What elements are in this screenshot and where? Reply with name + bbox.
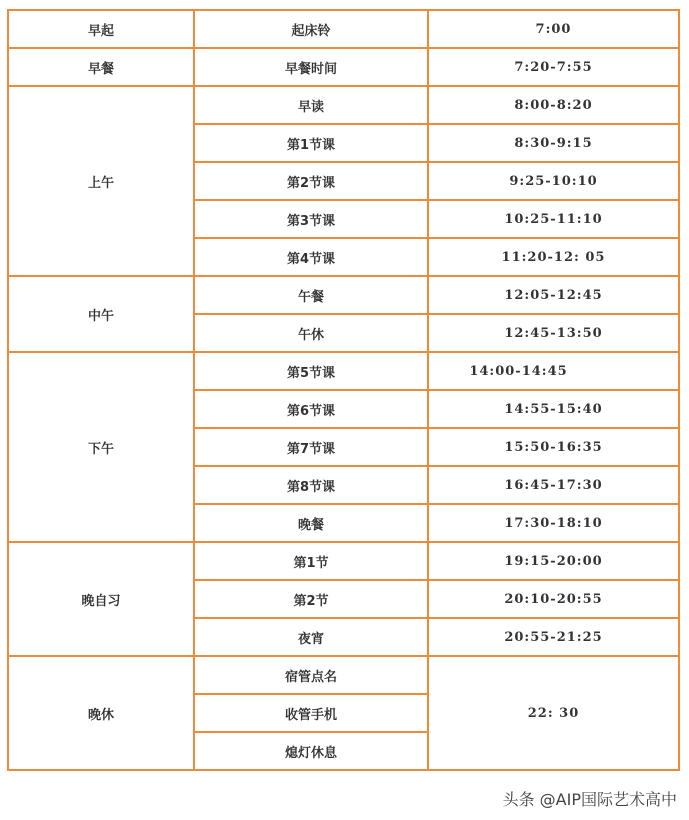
time-cell: 10:25-11:10 (428, 200, 679, 238)
time-cell: 12:45-13:50 (428, 314, 679, 352)
activity-cell: 起床铃 (194, 10, 428, 48)
activity-cell: 午餐 (194, 276, 428, 314)
activity-cell: 早读 (194, 86, 428, 124)
activity-cell: 第8节课 (194, 466, 428, 504)
activity-cell: 收管手机 (194, 694, 428, 732)
time-cell: 9:25-10:10 (428, 162, 679, 200)
activity-cell: 第2节课 (194, 162, 428, 200)
time-cell: 8:30-9:15 (428, 124, 679, 162)
time-cell (428, 352, 679, 390)
table-row (8, 10, 679, 48)
table-row (8, 48, 679, 86)
time-cell: 22: 30 (428, 656, 679, 770)
activity-cell: 早餐时间 (194, 48, 428, 86)
time-cell: 17:30-18:10 (428, 504, 679, 542)
time-cell: 12:05-12:45 (428, 276, 679, 314)
schedule-table (7, 9, 680, 771)
activity-cell: 第2节 (194, 580, 428, 618)
table-row (8, 542, 679, 580)
watermark-text: 头条 @AIP国际艺术高中 (501, 787, 679, 810)
period-cell: 晚休 (8, 656, 194, 770)
activity-cell: 午休 (194, 314, 428, 352)
period-cell: 中午 (8, 276, 194, 352)
time-cell: 20:55-21:25 (428, 618, 679, 656)
time-cell: 16:45-17:30 (428, 466, 679, 504)
activity-cell: 第1节 (194, 542, 428, 580)
time-cell: 7:20-7:55 (428, 48, 679, 86)
period-cell: 早起 (8, 10, 194, 48)
activity-cell: 第1节课 (194, 124, 428, 162)
time-cell: 8:00-8:20 (428, 86, 679, 124)
time-cell: 7:00 (428, 10, 679, 48)
activity-cell: 第4节课 (194, 238, 428, 276)
activity-cell: 晚餐 (194, 504, 428, 542)
activity-cell: 第5节课 (194, 352, 428, 390)
table-row (8, 86, 679, 124)
time-text: 14:00-14:45 (469, 363, 568, 379)
table-row (8, 352, 679, 390)
table-row (8, 656, 679, 694)
period-cell: 早餐 (8, 48, 194, 86)
time-cell: 19:15-20:00 (428, 542, 679, 580)
time-cell: 14:55-15:40 (428, 390, 679, 428)
activity-cell: 熄灯休息 (194, 732, 428, 770)
time-cell: 11:20-12: 05 (428, 238, 679, 276)
period-cell: 晚自习 (8, 542, 194, 656)
activity-cell: 夜宵 (194, 618, 428, 656)
activity-cell: 第3节课 (194, 200, 428, 238)
time-cell: 20:10-20:55 (428, 580, 679, 618)
period-cell: 上午 (8, 86, 194, 276)
time-cell: 15:50-16:35 (428, 428, 679, 466)
period-cell: 下午 (8, 352, 194, 542)
table-row (8, 276, 679, 314)
activity-cell: 第6节课 (194, 390, 428, 428)
activity-cell: 第7节课 (194, 428, 428, 466)
activity-cell: 宿管点名 (194, 656, 428, 694)
